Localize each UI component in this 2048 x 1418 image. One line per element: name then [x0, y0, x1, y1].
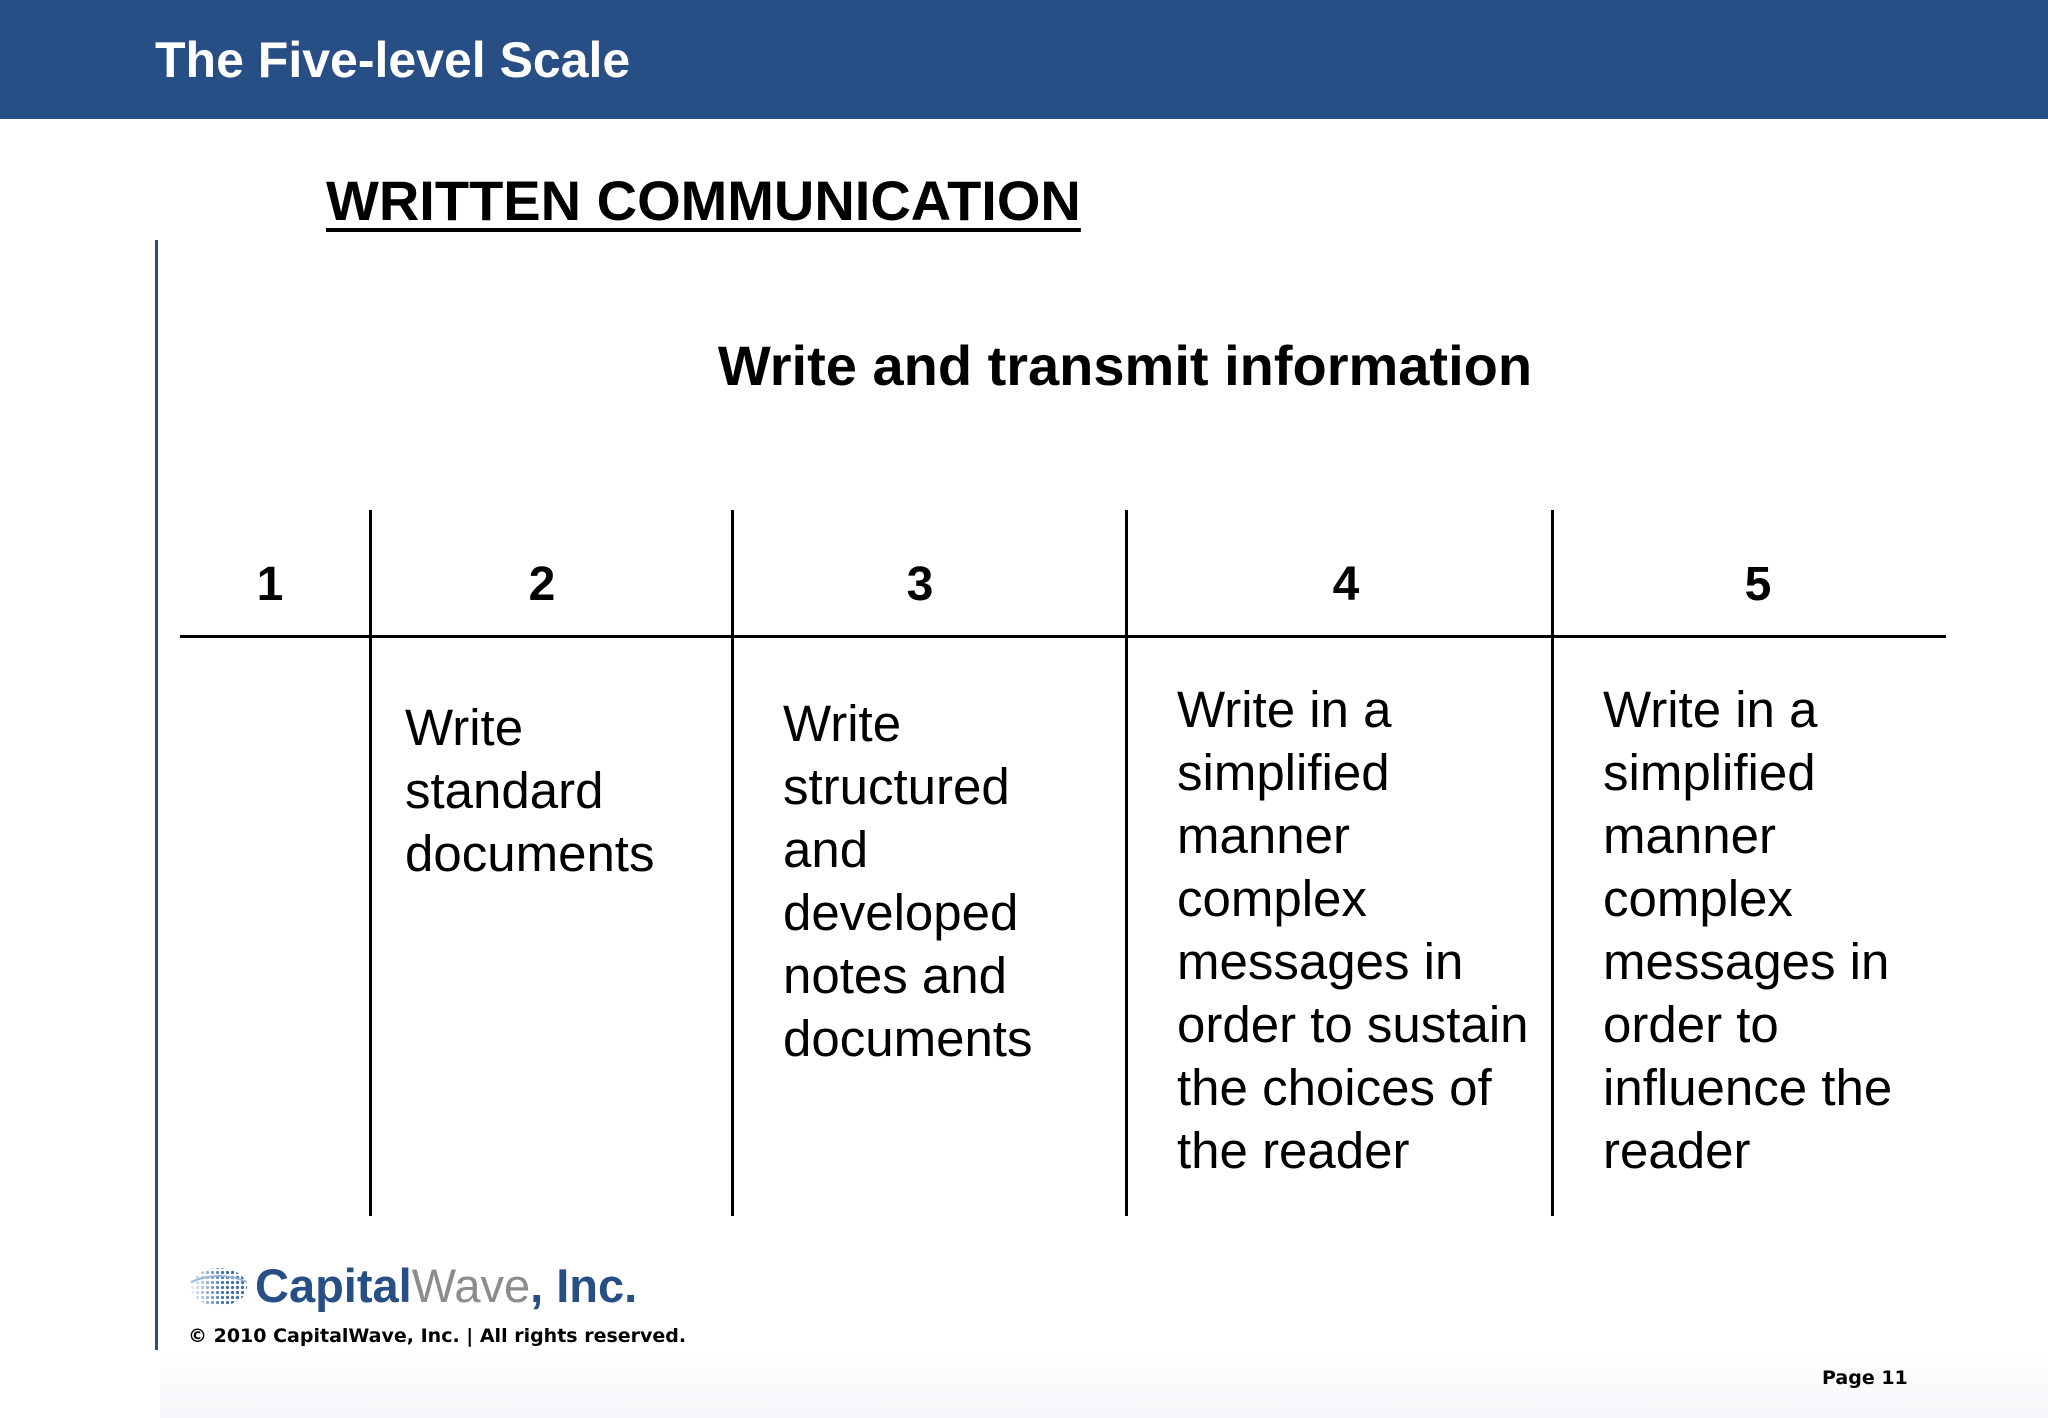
level-5-line: order to — [1603, 996, 1779, 1053]
level-5-line: complex — [1603, 870, 1793, 927]
level-1-number: 1 — [256, 558, 284, 611]
company-logo — [185, 1259, 638, 1315]
level-3-line: notes and — [783, 947, 1008, 1004]
level-5-line: reader — [1603, 1122, 1751, 1179]
level-2-line: Write — [405, 699, 524, 756]
level-4-line: manner — [1177, 807, 1350, 864]
level-4-line: order to sustain — [1177, 996, 1529, 1053]
level-4-line: the choices of — [1177, 1059, 1492, 1116]
level-4-line: simplified — [1177, 744, 1390, 801]
copyright-notice: © 2010 CapitalWave, Inc. | All rights reserved. — [188, 1325, 687, 1347]
level-4-line: complex — [1177, 870, 1367, 927]
level-2-line: documents — [405, 825, 655, 882]
level-4-line: Write in a — [1177, 681, 1392, 738]
level-3-line: structured — [783, 758, 1010, 815]
footer-shade — [160, 1350, 2048, 1418]
level-2-line: standard — [405, 762, 604, 819]
level-3-line: documents — [783, 1010, 1033, 1067]
header-bar — [0, 0, 2048, 119]
level-5-line: Write in a — [1603, 681, 1818, 738]
level-4-line: messages in — [1177, 933, 1464, 990]
table-column-divider — [1125, 510, 1128, 1216]
page-number: Page 11 — [1822, 1367, 1908, 1389]
level-2-description — [405, 696, 654, 885]
company-name — [255, 1258, 637, 1314]
level-3-line: Write — [783, 695, 902, 752]
level-4-line: the reader — [1177, 1122, 1410, 1179]
level-3-number: 3 — [906, 558, 934, 611]
level-2-number: 2 — [528, 558, 556, 611]
globe-dots-icon — [185, 1260, 249, 1310]
header-title: The Five-level Scale — [155, 32, 631, 88]
level-5-description — [1603, 678, 1892, 1182]
level-5-number: 5 — [1744, 558, 1772, 611]
level-3-line: and — [783, 821, 869, 878]
scale-subtitle: Write and transmit information — [717, 334, 1533, 397]
table-column-divider — [1551, 510, 1554, 1216]
logo-inc-text: , Inc. — [530, 1259, 638, 1312]
level-5-line: manner — [1603, 807, 1776, 864]
section-title: WRITTEN COMMUNICATION — [326, 169, 1081, 232]
level-4-number: 4 — [1332, 558, 1360, 611]
left-accent-rule — [155, 240, 158, 1350]
level-5-line: messages in — [1603, 933, 1890, 990]
level-5-line: influence the — [1603, 1059, 1893, 1116]
table-header-divider — [180, 635, 1946, 638]
level-3-line: developed — [783, 884, 1019, 941]
logo-wave-text: Wave — [411, 1259, 531, 1312]
level-4-description — [1177, 678, 1529, 1182]
level-5-line: simplified — [1603, 744, 1816, 801]
table-column-divider — [731, 510, 734, 1216]
logo-capital-text: Capital — [255, 1259, 412, 1312]
level-3-description — [783, 692, 1032, 1070]
table-column-divider — [369, 510, 372, 1216]
